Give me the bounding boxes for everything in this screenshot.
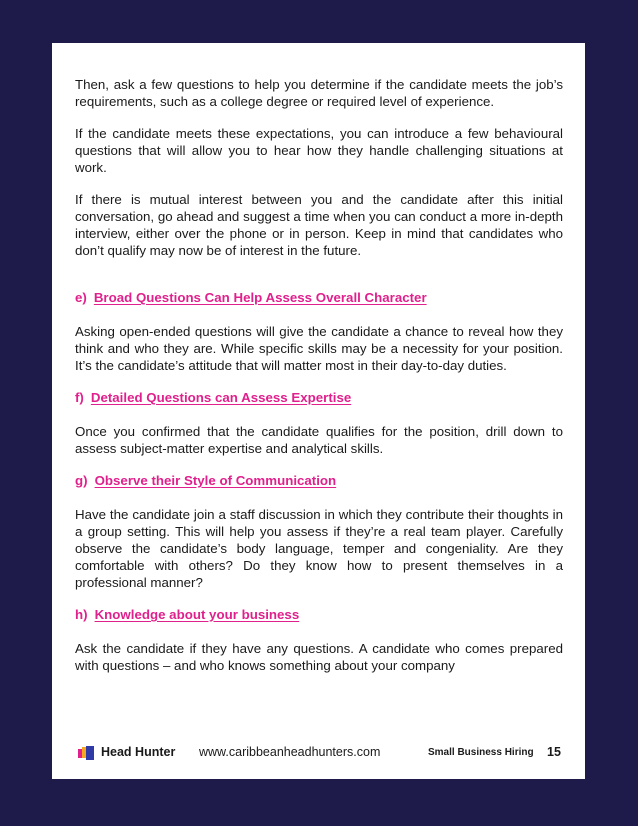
- section-heading-e: [75, 289, 563, 306]
- section-letter: g): [75, 473, 88, 488]
- footer-url: www.caribbeanheadhunters.com: [199, 745, 381, 759]
- section-letter: h): [75, 607, 88, 622]
- section-title: Observe their Style of Communication: [94, 473, 337, 488]
- paragraph: Then, ask a few questions to help you determine if the candidate meets the job’s requirements, such as a college degree or required level of experience.: [75, 77, 563, 109]
- footer-brand: Head Hunter: [101, 745, 176, 759]
- paragraph: If there is mutual interest between you and the candidate after this initial conversation, go ahead and suggest a time when you can conduct a more in-depth interview, either over the phone or in person. Keep in mind that candidates who don’t qualify may now be of interest in the future.: [75, 192, 563, 258]
- section-heading-g: [75, 472, 563, 489]
- footer-doc-title: Small Business Hiring: [428, 747, 534, 758]
- section-body: Once you confirmed that the candidate qualifies for the position, drill down to assess subject-matter expertise and analytical skills.: [75, 424, 563, 456]
- head-hunter-logo-icon: [78, 746, 94, 760]
- paragraph: If the candidate meets these expectations, you can introduce a few behavioural questions that will allow you to hear how they handle challenging situations at work.: [75, 126, 563, 175]
- section-body: Asking open-ended questions will give the candidate a chance to reveal how they think and who they are. While specific skills may be a necessity for your position. It’s the candidate’s attitude that will matter most in their day-to-day duties.: [75, 324, 563, 373]
- page-number: 15: [547, 745, 561, 759]
- section-body: Ask the candidate if they have any questions. A candidate who comes prepared with questions – and who knows something about your company: [75, 641, 563, 673]
- section-title: Detailed Questions can Assess Expertise: [90, 390, 352, 405]
- section-body: Have the candidate join a staff discussion in which they contribute their thoughts in a group setting. This will help you assess if they’re a real team player. Carefully observe the candidate’s body language, temper and congeniality. Are they comfortable with others? Do they know how to present themselves in a professional manner?: [75, 507, 563, 590]
- section-letter: f): [75, 390, 84, 405]
- section-heading-f: [75, 389, 563, 406]
- section-title: Knowledge about your business: [94, 607, 300, 622]
- document-body: [75, 76, 563, 689]
- page-footer: [75, 744, 565, 762]
- section-heading-h: [75, 606, 563, 623]
- section-title: Broad Questions Can Help Assess Overall Character: [93, 290, 427, 305]
- section-letter: e): [75, 290, 87, 305]
